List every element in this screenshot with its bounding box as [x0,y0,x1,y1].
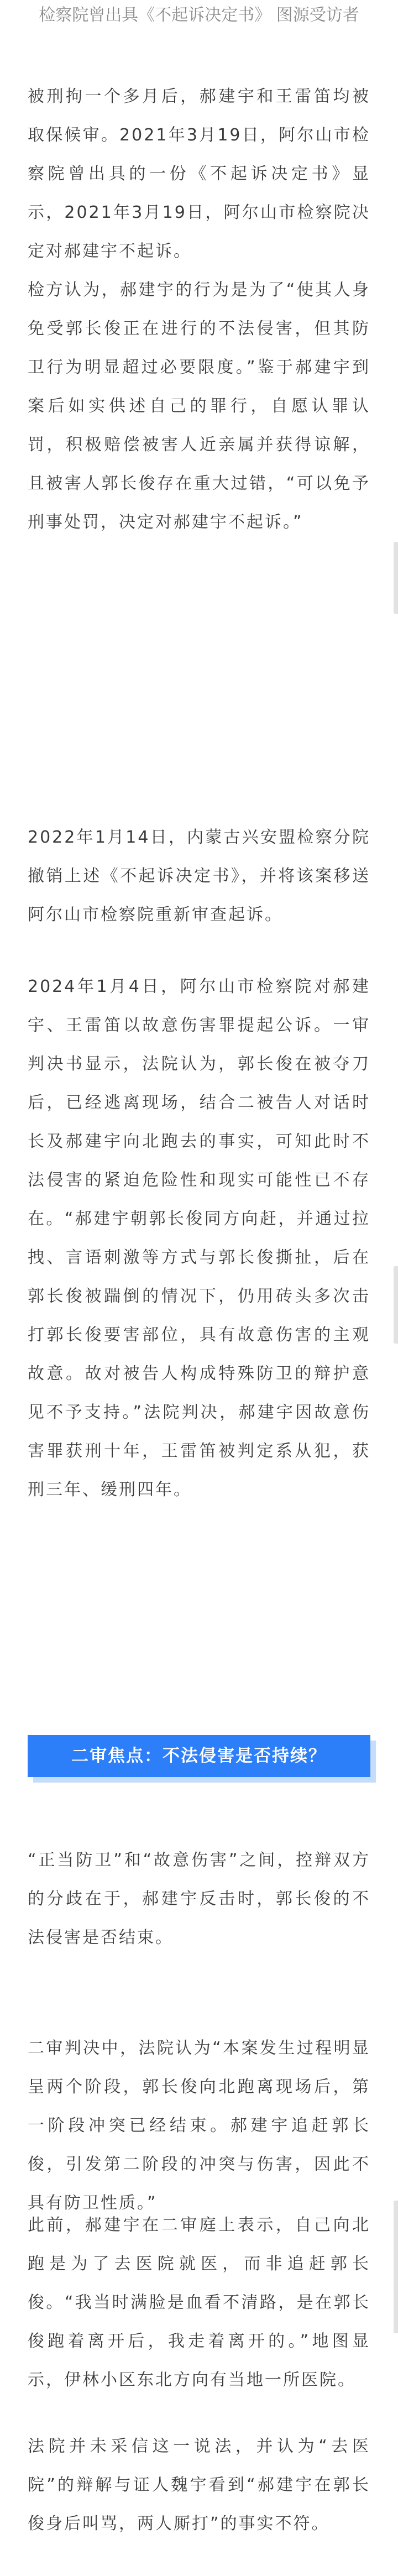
section-header: 二审焦点：不法侵害是否持续？ [28,1735,370,1777]
scroll-indicator[interactable] [394,542,398,614]
paragraph: 被刑拘一个多月后，郝建宇和王雷笛均被取保候审。2021年3月19日，阿尔山市检察院曾出具的一份《不起诉决定书》显示，2021年3月19日，阿尔山市检察院决定对郝建宇不起诉。 [28,87,370,261]
paragraph: “正当防卫”和“故意伤害”之间，控辩双方的分歧在于，郝建宇反击时，郭长俊的不法侵害是否结束。 [28,1851,370,1947]
paragraph: 2022年1月14日，内蒙古兴安盟检察分院撤销上述《不起诉决定书》，并将该案移送阿尔山市检察院重新审查起诉。 [28,828,370,924]
image-caption: 检察院曾出具《不起诉决定书》 图源受访者 [39,6,359,25]
paragraph: 2024年1月4日，阿尔山市检察院对郝建宇、王雷笛以故意伤害罪提起公诉。一审判决书显示，法院认为，郭长俊在被夺刀后，已经逃离现场，结合二被告人对话时长及郝建宇向北跑去的事实，可知此时不法侵害的紧迫危险性和现实可能性已不存在。“郝建宇朝郭长俊同方向赶，并通过拉拽、言语刺激等方式与郭长俊撕扯，后在郭长俊被踹倒的情况下，仍用砖头多次击打郭长俊要害部位，具有故意伤害的主观故意。故对被告人构成特殊防卫的辩护意见不予支持。”法院判决，郝建宇因故意伤害罪获刑十年，王雷笛被判定系从犯，获刑三年、缓刑四年。 [28,977,370,1499]
scroll-indicator[interactable] [394,2201,398,2333]
paragraph: 此前，郝建宇在二审庭上表示，自己向北跑是为了去医院就医，而非追赶郭长俊。“我当时满脸是血看不清路，是在郭长俊跑着离开后，我走着离开的。”地图显示，伊林小区东北方向有当地一所医院。 [28,2216,370,2390]
scroll-indicator[interactable] [394,1266,398,1344]
paragraph: 法院并未采信这一说法，并认为“去医院”的辩解与证人魏宇看到“郝建宇在郭长俊身后叫骂，两人厮打”的事实不符。 [28,2437,370,2533]
paragraph: 检方认为，郝建宇的行为是为了“使其人身免受郭长俊正在进行的不法侵害，但其防卫行为明显超过必要限度。”鉴于郝建宇到案后如实供述自己的罪行，自愿认罪认罚，积极赔偿被害人近亲属并获得谅解，且被害人郭长俊存在重大过错，“可以免予刑事处罚，决定对郝建宇不起诉。” [28,280,370,532]
paragraph: 二审判决中，法院认为“本案发生过程明显呈两个阶段，郭长俊向北跑离现场后，第一阶段冲突已经结束。郝建宇追赶郭长俊，引发第二阶段的冲突与伤害，因此不具有防卫性质。” [28,2039,370,2213]
